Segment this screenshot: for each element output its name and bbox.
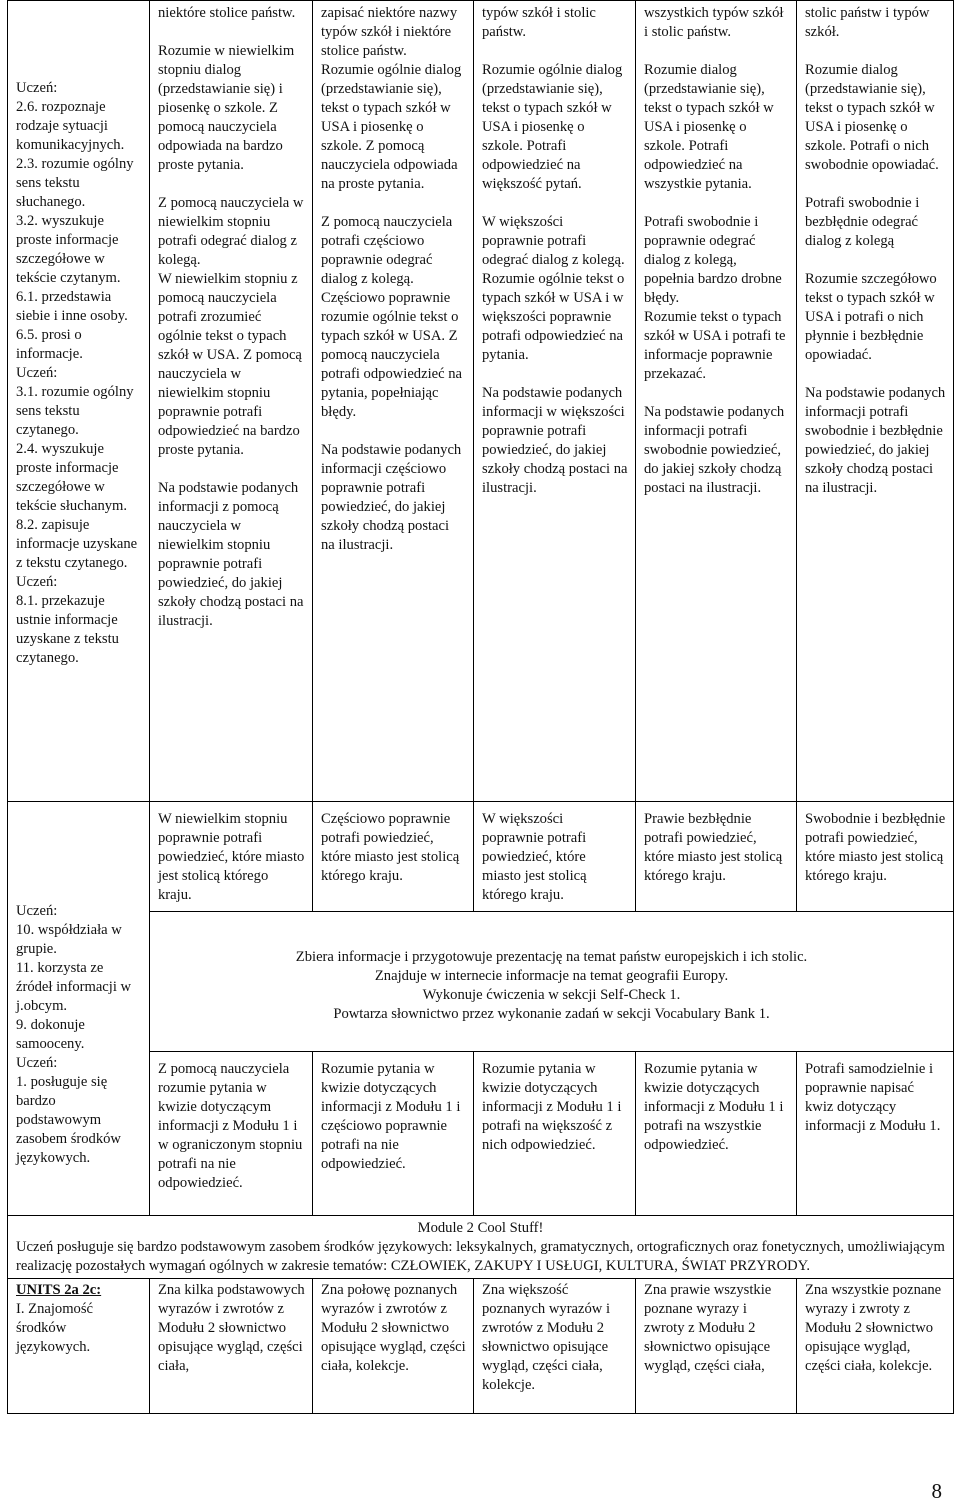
grade-6-cell: stolic państw i typów szkół. Rozumie dialog (przedstawianie się), tekst o typach szkół w USA i piosenkę o szkole. Potrafi o nich swobodnie opowiadać. Potrafi swobodnie i bezbłędnie odegrać dialog z kolegą Rozumie szczegółowo tekst o typach szkół w USA i potrafi o nich płynnie i bezbłędnie opowiadać. Na podstawie podanych informacji potrafi swobodnie i bezbłędnie powiedzieć, do jakiej szkoły chodzą postaci na ilustracji. [797, 1, 954, 802]
grade-4-cell: Rozumie pytania w kwizie dotyczących informacji z Modułu 1 i potrafi na większość z nich odpowiedzieć. [474, 1052, 636, 1216]
grade-6-cell: Swobodnie i bezbłędnie potrafi powiedzieć, które miasto jest stolicą którego kraju. [797, 802, 954, 912]
units-label: UNITS 2a 2c: [16, 1282, 102, 1298]
objectives-cell: UNITS 2a 2c: I. Znajomość środków językowych. [8, 1279, 150, 1414]
grade-4-cell: W większości poprawnie potrafi powiedzieć, które miasto jest stolicą którego kraju. [474, 802, 636, 912]
grade-2-cell: Z pomocą nauczyciela rozumie pytania w kwizie dotyczącym informacji z Modułu 1 i w ograniczonym stopniu potrafi na nie odpowiedzieć. [150, 1052, 313, 1216]
grade-6-cell: Zna wszystkie poznane wyrazy i zwroty z Modułu 2 słownictwo opisujące wygląd, części ciała, kolekcje. [797, 1279, 954, 1414]
table-row [8, 1052, 954, 1216]
grade-4-cell: typów szkół i stolic państw. Rozumie ogólnie dialog (przedstawianie się), tekst o typach szkół w USA i piosenkę o szkole. Potrafi odpowiedzieć na większość pytań. W większości poprawnie potrafi odegrać dialog z kolegą. Rozumie ogólnie tekst o typach szkół w USA i w większości poprawnie potrafi odpowiedzieć na pytania. Na podstawie podanych informacji w większości poprawnie potrafi powiedzieć, do jakiej szkoły chodzą postaci na ilustracji. [474, 1, 636, 802]
grade-3-cell: Rozumie pytania w kwizie dotyczących informacji z Modułu 1 i częściowo poprawnie potrafi na nie odpowiedzieć. [313, 1052, 474, 1216]
table-row [8, 1279, 954, 1414]
grade-5-cell: Rozumie pytania w kwizie dotyczących informacji z Modułu 1 i potrafi na wszystkie odpowiedzieć. [636, 1052, 797, 1216]
grade-2-cell: Zna kilka podstawowych wyrazów i zwrotów z Modułu 2 słownictwo opisujące wygląd, części ciała, [150, 1279, 313, 1414]
table-row [8, 802, 954, 912]
grade-5-cell: Prawie bezbłędnie potrafi powiedzieć, które miasto jest stolicą którego kraju. [636, 802, 797, 912]
module-title: Module 2 Cool Stuff! [417, 1220, 544, 1236]
grade-2-cell: W niewielkim stopniu poprawnie potrafi powiedzieć, które miasto jest stolicą którego kraju. [150, 802, 313, 912]
module-header-cell [8, 1216, 954, 1279]
table-row [8, 1, 954, 802]
module-intro: Uczeń posługuje się bardzo podstawowym zasobem środków językowych: leksykalnych, gramatycznych, ortograficznych oraz fonetycznych, umożliwiającym realizację pozostałych wymagań ogólnych w zakresie tematów: CZŁOWIEK, ZAKUPY I USŁUGI, KULTURA, ŚWIAT PRZYRODY. [16, 1239, 945, 1274]
grade-3-cell: Zna połowę poznanych wyrazów i zwrotów z Modułu 2 słownictwo opisujące wygląd, części ciała, kolekcje. [313, 1279, 474, 1414]
grade-4-cell: Zna większość poznanych wyrazów i zwrotów z Modułu 2 słownictwo opisujące wygląd, części ciała, kolekcje. [474, 1279, 636, 1414]
grade-5-cell: Zna prawie wszystkie poznane wyrazy i zwroty z Modułu 2 słownictwo opisujące wygląd, części ciała, [636, 1279, 797, 1414]
table-row [8, 1216, 954, 1279]
requirements-table [7, 0, 954, 1414]
grade-3-cell: zapisać niektóre nazwy typów szkół i niektóre stolice państw. Rozumie ogólnie dialog (przedstawianie się), tekst o typach szkół w USA i piosenkę o szkole. Z pomocą nauczyciela odpowiada na proste pytania. Z pomocą nauczyciela potrafi częściowo poprawnie odegrać dialog z kolegą. Częściowo poprawnie rozumie ogólnie tekst o typach szkół w USA. Z pomocą nauczyciela potrafi odpowiedzieć na pytania, popełniając błędy. Na podstawie podanych informacji częściowo poprawnie potrafi powiedzieć, do jakiej szkoły chodzą postaci na ilustracji. [313, 1, 474, 802]
general-activities-cell: Zbiera informacje i przygotowuje prezentację na temat państw europejskich i ich stolic. Znajduje w internecie informacje na temat geografii Europy. Wykonuje ćwiczenia w sekcji Self-Check 1. Powtarza słownictwo przez wykonanie zadań w sekcji Vocabulary Bank 1. [150, 912, 954, 1052]
table-row [8, 912, 954, 1052]
grade-5-cell: wszystkich typów szkół i stolic państw. Rozumie dialog (przedstawianie się), tekst o typach szkół w USA i piosenkę o szkole. Potrafi odpowiedzieć na wszystkie pytania. Potrafi swobodnie i poprawnie odegrać dialog z kolegą, popełnia bardzo drobne błędy. Rozumie tekst o typach szkół w USA i potrafi te informacje poprawnie przekazać. Na podstawie podanych informacji potrafi swobodnie powiedzieć, do jakiej szkoły chodzą postaci na ilustracji. [636, 1, 797, 802]
objectives-cell: Uczeń: 10. współdziała w grupie. 11. korzysta ze źródeł informacji w j.obcym. 9. dokonuje samooceny. Uczeń: 1. posługuje się bardzo podstawowym zasobem środków językowych. [8, 802, 150, 1216]
objectives-cell: Uczeń: 2.6. rozpoznaje rodzaje sytuacji komunikacyjnych. 2.3. rozumie ogólny sens tekstu słuchanego. 3.2. wyszukuje proste informacje szczegółowe w tekście czytanym. 6.1. przedstawia siebie i inne osoby. 6.5. prosi o informacje. Uczeń: 3.1. rozumie ogólny sens tekstu czytanego. 2.4. wyszukuje proste informacje szczegółowe w tekście słuchanym. 8.2. zapisuje informacje uzyskane z tekstu czytanego. Uczeń: 8.1. przekazuje ustnie informacje uzyskane z tekstu czytanego. [8, 1, 150, 802]
grade-3-cell: Częściowo poprawnie potrafi powiedzieć, które miasto jest stolicą którego kraju. [313, 802, 474, 912]
grade-6-cell: Potrafi samodzielnie i poprawnie napisać kwiz dotyczący informacji z Modułu 1. [797, 1052, 954, 1216]
grade-2-cell: niektóre stolice państw. Rozumie w niewielkim stopniu dialog (przedstawianie się) i piosenkę o szkole. Z pomocą nauczyciela odpowiada na bardzo proste pytania. Z pomocą nauczyciela w niewielkim stopniu potrafi odegrać dialog z kolegą. W niewielkim stopniu z pomocą nauczyciela potrafi zrozumieć ogólnie tekst o typach szkół w USA. Z pomocą nauczyciela w niewielkim stopniu poprawnie potrafi odpowiedzieć na bardzo proste pytania. Na podstawie podanych informacji z pomocą nauczyciela w niewielkim stopniu poprawnie potrafi powiedzieć, do jakiej szkoły chodzą postaci na ilustracji. [150, 1, 313, 802]
page-number: 8 [931, 1479, 942, 1503]
